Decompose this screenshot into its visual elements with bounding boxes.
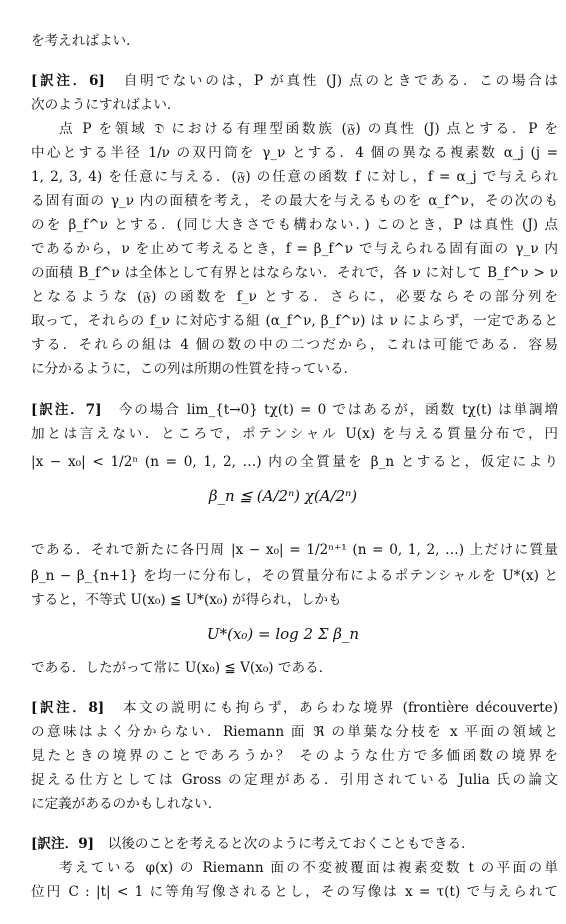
text-line: β_n − β_{n+1} を均一に分布し，その質量分布によるポテンシャルを U*(x) と [31,568,558,584]
text-line: の意味はよく分からない．Riemann 面 ℜ の単葉な分枝を x 平面の領域と [31,724,558,740]
text-span: 今の場合 lim_{t→0} tχ(t) = 0 ではあるが，函数 tχ(t) は単調増 [101,402,558,418]
text-line: る固有面の γ_ν 内の面積を考え，その最大を与えるものを α_f^ν，その次のも [31,193,558,209]
note-9-tag: [訳注．9] [31,836,95,852]
text-line: の面積 B_f^ν は全体として有界とはならない．それで，各 ν に対して B_f^ν > ν [31,265,558,281]
text-line: に分かるように，この列は所期の性質を持っている． [31,361,358,377]
text-line: 1, 2, 3, 4) を任意に与える．(𝔉) の任意の函数 f に対し，f = α_j で与えられ [31,169,558,185]
text-line: すると，不等式 U(x₀) ≦ U*(x₀) が得られ，しかも [31,592,342,608]
text-line: |x − x₀| < 1/2ⁿ (n = 0, 1, 2, …) 内の全質量を β_n とすると，仮定により [31,454,558,470]
note-6-tag: [訳注．6] [31,73,105,89]
text-line: であるから，ν を止めて考えるとき，f = β_f^ν で与えられる固有面の γ_ν 内 [31,241,558,257]
text-line: 位円 C : |t| < 1 に等角写像されるとし，その写像は x = τ(t) で与えられて [31,884,558,900]
display-formula-potential: U*(x₀) = log 2 Σ β_n [206,625,360,643]
text-line: 中心とする半径 1/ν の双円筒を γ_ν とする．4 個の異なる複素数 α_j (j = [31,145,558,161]
note-9-first-line [31,832,558,856]
text-span: 自明でないのは，P が真性 (J) 点のときである．この場合は [104,73,558,89]
text-line: 見たときの境界のことであろうか？ そのような仕方で多価函数の境界を [31,748,558,764]
text-line: 考えている φ(x) の Riemann 面の不変被覆面は複素変数 t の平面の単 [59,860,558,876]
display-formula-beta-bound: β_n ≦ (A/2ⁿ) χ(A/2ⁿ) [208,487,358,505]
note-8-tag: [訳注．8] [31,700,105,716]
text-line: である．したがって常に U(x₀) ≦ V(x₀) である． [31,660,333,676]
note-6-first-line [31,69,558,93]
text-line: 捉える仕方としては Gross の定理がある．引用されている Julia 氏の論文 [31,772,558,788]
text-span: 本文の説明にも拘らず，あらわな境界 (frontière découverte) [104,700,558,716]
text-line: に定義があるのかもしれない． [31,796,222,812]
text-line: 次のようにすればよい． [31,97,181,113]
text-line: 加とは言えない．ところで，ポテンシャル U(x) を与える質量分布で，円 [31,426,558,442]
text-line: を考えればよい． [31,33,140,49]
note-7-tag: [訳注．7] [31,402,102,418]
text-line: のを β_f^ν とする．(同じ大きさでも構わない．) このとき，P は真性 (J) 点 [31,217,558,233]
text-line: 点 P を領域 𝔇 における有理型函数族 (𝔉) の真性 (J) 点とする．P を [59,121,558,137]
text-line: である．それで新たに各円周 |x − x₀| = 1/2ⁿ⁺¹ (n = 0, 1, 2, …) 上だけに質量 [31,542,558,558]
text-line: 取って，それらの f_ν に対応する組 (α_f^ν, β_f^ν) は ν によらず，一定であると [31,313,558,329]
note-7-first-line [31,398,558,422]
text-line: となるような (𝔉) の函数を f_ν とする．さらに，必要ならその部分列を [31,289,558,305]
text-line: する．それらの組は 4 個の数の中の二つだから，これは可能である．容易 [31,337,558,353]
text-span: 以後のことを考えると次のように考えておくこともできる． [94,836,475,852]
note-8-first-line [31,696,558,720]
